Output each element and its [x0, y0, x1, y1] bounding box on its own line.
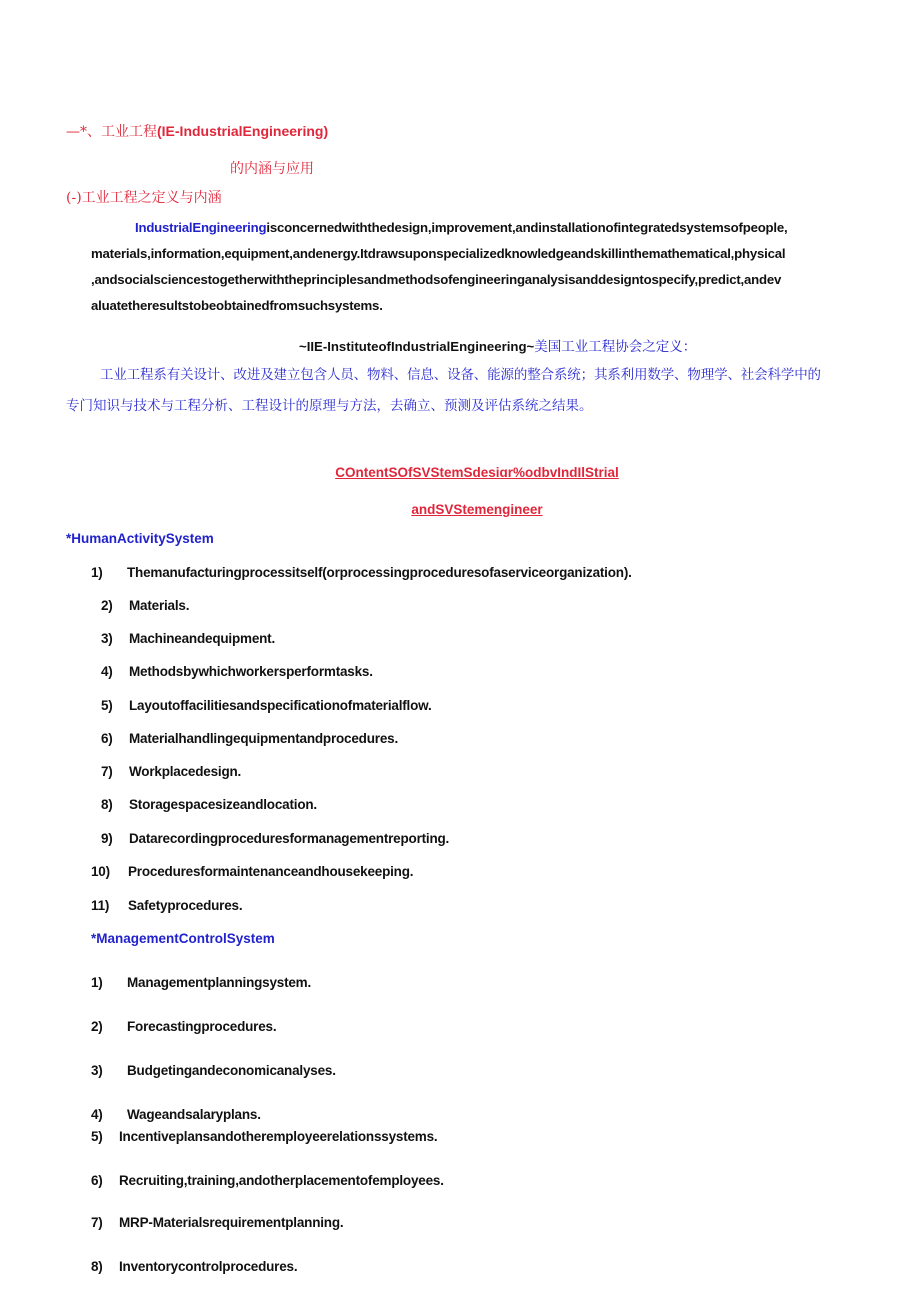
list-item	[91, 565, 632, 580]
definition-source-latin: ~IIE-InstituteofIndustrialEngineering~	[299, 339, 535, 354]
definition-line2: materials,information,equipment,andenergy.Itdrawsuponspecializedknowledgeandskillinthemathematical,physical	[91, 246, 786, 261]
list-item-number: 3)	[101, 631, 113, 646]
definition-line4: aluatetheresultstobeobtainedfromsuchsystems.	[91, 298, 383, 313]
list-item-number: 6)	[91, 1173, 103, 1188]
list-item	[101, 731, 398, 746]
definition-source	[299, 335, 696, 355]
section2-title-line2: andSVStemengineer	[411, 502, 543, 517]
list-item	[91, 1173, 444, 1188]
list-item-text: Proceduresformaintenanceandhousekeeping.	[128, 864, 414, 879]
list-item-text: Recruiting,training,andotherplacementofemployees.	[119, 1173, 444, 1188]
definition-line1-rest: isconcernedwiththedesign,improvement,andinstallationofintegratedsystemsofpeople,	[266, 220, 788, 235]
list-item-text: MRP-Materialsrequirementplanning.	[119, 1215, 344, 1230]
list-item-text: Workplacedesign.	[129, 764, 242, 779]
list-item-text: Inventorycontrolprocedures.	[119, 1259, 298, 1274]
chinese-definition-line2: 专门知识与技术与工程分析、工程设计的原理与方法，去确立、预测及评估系统之结果。	[66, 398, 593, 414]
list-item	[101, 698, 432, 713]
list-item-number: 9)	[101, 831, 113, 846]
list-item-number: 3)	[91, 1063, 103, 1078]
list-item	[101, 797, 317, 812]
list-item-number: 1)	[91, 975, 103, 990]
list-item	[91, 864, 413, 879]
list-item	[91, 975, 311, 990]
list-item-text: Managementplanningsystem.	[127, 975, 312, 990]
list-item-number: 4)	[101, 664, 113, 679]
list-item-text: Incentiveplansandotheremployeerelationssystems.	[119, 1129, 438, 1144]
list-item	[101, 598, 189, 613]
list-item	[101, 831, 449, 846]
list-item-text: Datarecordingproceduresformanagementreporting.	[129, 831, 450, 846]
chinese-definition-line1: 工业工程系有关设计、改进及建立包含人员、物料、信息、设备、能源的整合系统；其系利用数学、物理学、社会科学中的	[100, 367, 821, 383]
list-item-number: 1)	[91, 565, 103, 580]
section1-title: (-)工业工程之定义与内涵	[66, 190, 222, 206]
definition-line3: ,andsocialsciencestogetherwiththeprinciplesandmethodsofengineeringanalysisanddesigntospecify,predict,andev	[91, 272, 782, 287]
list-item	[101, 631, 275, 646]
list-item	[91, 1019, 276, 1034]
management-control-heading: *ManagementControlSystem	[91, 931, 275, 946]
list-item-number: 8)	[101, 797, 113, 812]
list-item-number: 2)	[91, 1019, 103, 1034]
list-item	[91, 1259, 297, 1274]
main-heading-latin: (IE-IndustrialEngineering)	[157, 123, 329, 139]
list-item-text: Methodsbywhichworkersperformtasks.	[129, 664, 373, 679]
list-item	[91, 1215, 343, 1230]
definition-term: IndustrialEngineering	[135, 220, 267, 235]
list-item-text: Wageandsalaryplans.	[127, 1107, 261, 1122]
human-activity-heading: *HumanActivitySystem	[66, 531, 214, 546]
list-item-number: 10)	[91, 864, 110, 879]
list-item-number: 6)	[101, 731, 113, 746]
list-item-text: Budgetingandeconomicanalyses.	[127, 1063, 336, 1078]
main-heading-line2: 的内涵与应用	[230, 161, 314, 177]
list-item-text: Materials.	[129, 598, 190, 613]
list-item	[101, 764, 241, 779]
list-item-text: Forecastingprocedures.	[127, 1019, 277, 1034]
list-item	[91, 1107, 261, 1122]
list-item-text: Materialhandlingequipmentandprocedures.	[129, 731, 398, 746]
list-item-number: 7)	[91, 1215, 103, 1230]
list-item-text: Safetyprocedures.	[128, 898, 243, 913]
list-item-text: Machineandequipment.	[129, 631, 276, 646]
list-item-number: 2)	[101, 598, 113, 613]
list-item-number: 7)	[101, 764, 113, 779]
list-item-number: 5)	[91, 1129, 103, 1144]
list-item-number: 8)	[91, 1259, 103, 1274]
list-item-text: Themanufacturingprocessitself(orprocessingproceduresofaserviceorganization).	[127, 565, 632, 580]
main-heading-prefix: —*、工业工程	[66, 124, 157, 140]
list-item	[101, 664, 373, 679]
list-item	[91, 1129, 437, 1144]
definition-paragraph	[91, 215, 891, 319]
list-item-number: 5)	[101, 698, 113, 713]
list-item	[91, 1063, 336, 1078]
definition-source-cn: 美国工业工程协会之定义：	[534, 339, 697, 355]
list-item-text: Layoutoffacilitiesandspecificationofmaterialflow.	[129, 698, 432, 713]
list-item	[91, 898, 242, 913]
list-item-number: 11)	[91, 898, 110, 913]
list-item-number: 4)	[91, 1107, 103, 1122]
section2-title-line1: COntentSOfSVStemSdesiɑr%odbvIndIlStrial	[335, 465, 619, 480]
definition-line1	[91, 215, 891, 241]
list-item-text: Storagespacesizeandlocation.	[129, 797, 317, 812]
chinese-definition	[66, 360, 892, 422]
main-heading	[66, 121, 328, 141]
